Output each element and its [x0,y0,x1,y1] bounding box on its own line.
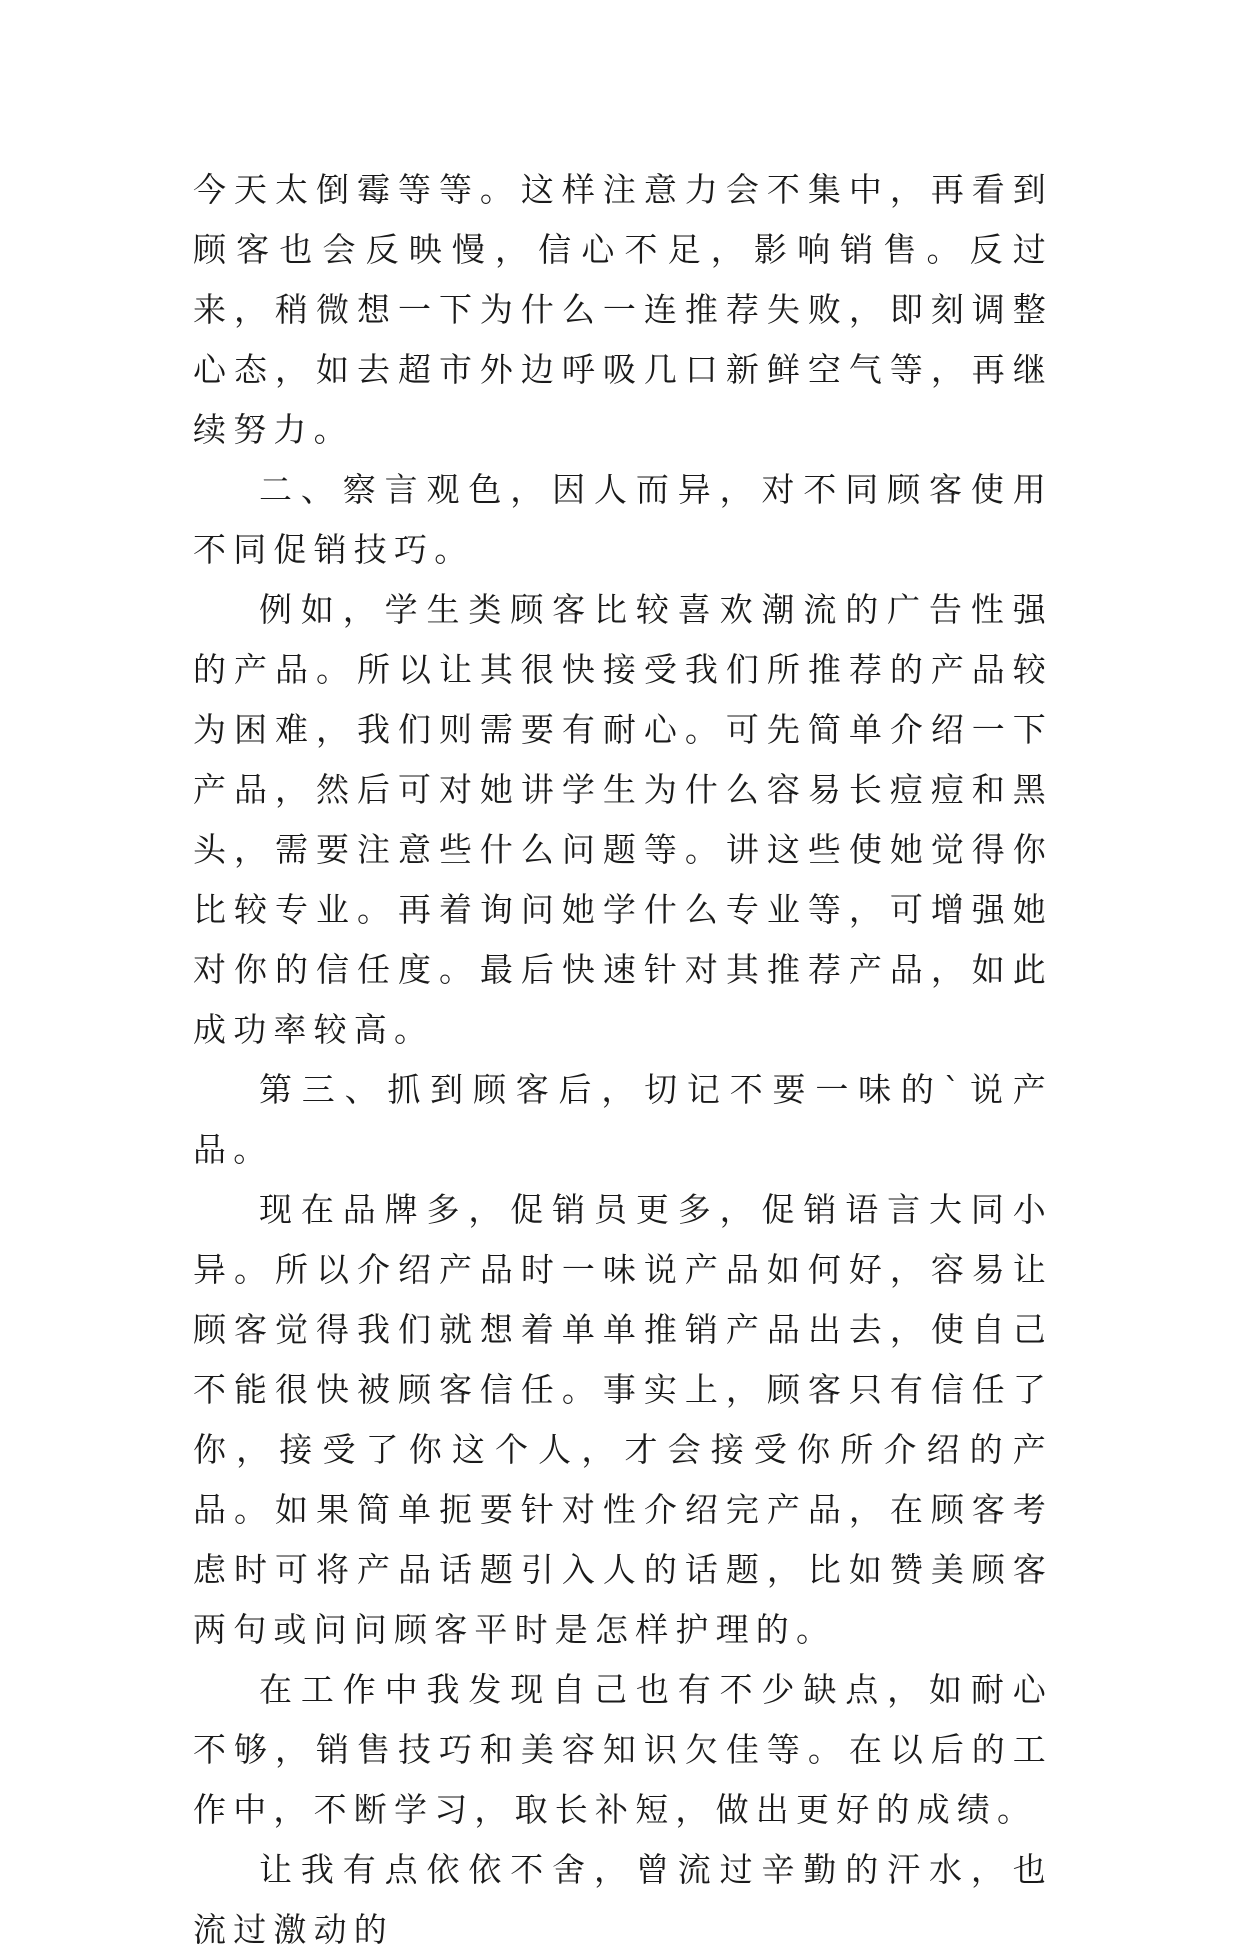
paragraph-5: 现在品牌多，促销员更多，促销语言大同小异。所以介绍产品时一味说产品如何好，容易让顾客觉得我们就想着单单推销产品出去，使自己不能很快被顾客信任。事实上，顾客只有信任了你，接受了你这个人，才会接受你所介绍的产品。如果简单扼要针对性介绍完产品，在顾客考虑时可将产品话题引入人的话题，比如赞美顾客两句或问问顾客平时是怎样护理的。 [193,1190,1053,1649]
paragraph-6: 在工作中我发现自己也有不少缺点，如耐心不够，销售技巧和美容知识欠佳等。在以后的工作中，不断学习，取长补短，做出更好的成绩。 [193,1670,1053,1829]
paragraph-7: 让我有点依依不舍，曾流过辛勤的汗水，也流过激动的 [193,1850,1053,1949]
paragraph-3: 例如，学生类顾客比较喜欢潮流的广告性强的产品。所以让其很快接受我们所推荐的产品较为困难，我们则需要有耐心。可先简单介绍一下产品，然后可对她讲学生为什么容易长痘痘和黑头，需要注意些什么问题等。讲这些使她觉得你比较专业。再着询问她学什么专业等，可增强她对你的信任度。最后快速针对其推荐产品，如此成功率较高。 [193,590,1053,1049]
paragraph-2-heading: 二、察言观色，因人而异，对不同顾客使用不同促销技巧。 [193,470,1053,569]
document-body [193,160,1053,1960]
paragraph-1: 今天太倒霉等等。这样注意力会不集中，再看到顾客也会反映慢，信心不足，影响销售。反过来，稍微想一下为什么一连推荐失败，即刻调整心态，如去超市外边呼吸几口新鲜空气等，再继续努力。 [193,170,1053,449]
paragraph-4-heading: 第三、抓到顾客后，切记不要一味的`说产品。 [193,1070,1053,1169]
